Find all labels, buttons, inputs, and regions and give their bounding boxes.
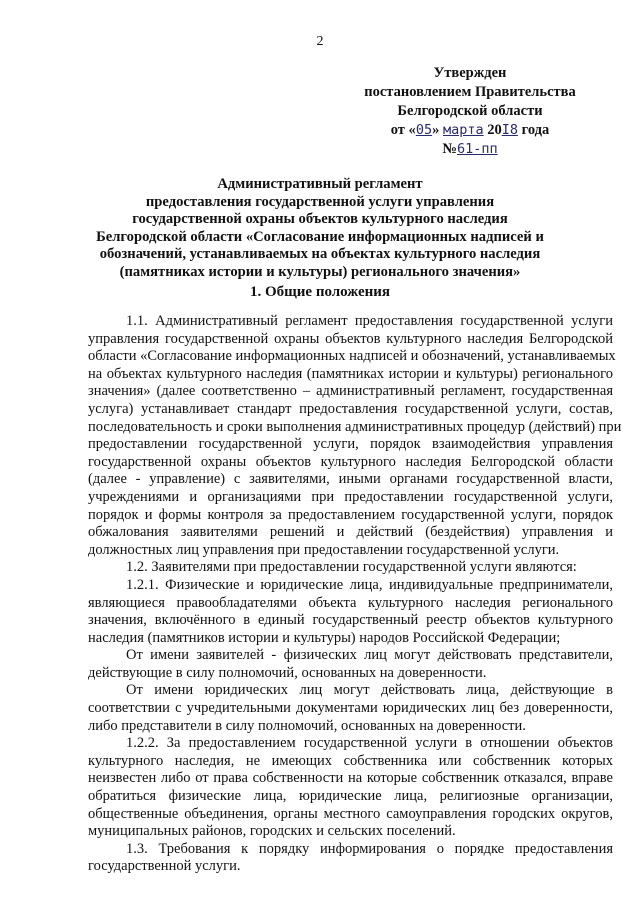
date-quote-close: » [432, 122, 440, 138]
body-line: порядок и формы контроля за предоставлением государственной услуги, порядок [88, 506, 613, 523]
title-line: предоставления государственной услуги управления [145, 193, 495, 210]
body-line: От имени юридических лиц могут действовать лица, действующие в [126, 682, 613, 699]
approval-block [360, 64, 580, 159]
body-line: 1.1. Административный регламент предоставления государственной услуги [126, 313, 613, 329]
body-line: муниципальных районов, городских и сельских поселений. [88, 823, 456, 840]
body-line: 1.3. Требования к порядку информирования о порядке предоставления [126, 840, 613, 857]
body-line: государственной услуги. [88, 858, 241, 875]
body-line: От имени заявителей - физических лиц могут действовать представители, [126, 647, 613, 664]
body-line: соответствии с учредительными документами юридических лиц без доверенности, [88, 700, 613, 717]
body-line: действующие в силу полномочий, основанных на доверенности. [88, 664, 487, 681]
page-number: 2 [316, 34, 324, 49]
title-line: государственной охраны объектов культурного наследия [132, 211, 508, 228]
section-heading: 1. Общие положения [249, 284, 391, 300]
title-line: Административный регламент [217, 176, 423, 192]
body-line: являющиеся правообладателями объекта культурного наследия регионального [88, 594, 613, 611]
title-line: Белгородской области «Согласование информационных надписей и [96, 228, 544, 245]
date-month: марта [442, 122, 484, 138]
body-line: значения, включённого в единый государственный реестр объектов культурного [88, 612, 613, 629]
approval-number [360, 140, 580, 159]
body-line: управления государственной охраны объектов культурного наследия Белгородской [88, 330, 613, 347]
date-day: 05 [415, 122, 433, 138]
title-line: (памятниках истории и культуры) регионального значения» [119, 263, 521, 280]
body-line: государственной охраны объектов культурного наследия Белгородской области [88, 453, 613, 470]
approval-resolution: постановлением Правительства [364, 84, 576, 100]
approval-approved: Утвержден [433, 65, 507, 81]
date-year-word: года [521, 122, 550, 138]
body-line: культурного наследия, не имеющих собственника или собственник которых [88, 752, 613, 769]
title-line: обозначений, устанавливаемых на объектах культурного наследия [99, 246, 541, 263]
body-line: учреждениями и организациями при предоставлении государственной услуги, [88, 488, 613, 505]
body-text [88, 313, 622, 876]
body-line: наследия (памятников истории и культуры) народов Российской Федерации; [88, 629, 561, 646]
body-line: либо представители в силу полномочий, основанных на доверенности. [88, 717, 526, 734]
body-line: услуга) устанавливает стандарт предоставления государственной услуги, состав, [88, 400, 613, 417]
document-number: 61-пп [456, 141, 498, 157]
body-line: значения» (далее соответственно – административный регламент, государственная [88, 383, 613, 400]
body-line: должностных лиц управления при предоставлении государственной услуги. [88, 541, 560, 558]
date-prefix: от « [390, 122, 416, 138]
regulation-title [50, 176, 590, 282]
body-line: (далее - управление) с заявителями, иными органами государственной власти, [88, 471, 613, 488]
body-line: 1.2.2. За предоставлением государственной услуги в отношении объектов [126, 735, 613, 752]
body-line: неизвестен либо от права собственности на которые собственник отказался, вправе [88, 770, 613, 787]
date-year-prefix: 20 [487, 122, 502, 138]
body-line: предоставлении государственной услуги, порядок взаимодействия управления [88, 436, 613, 453]
approval-date [360, 121, 580, 140]
date-year-suffix: I8 [501, 122, 518, 138]
body-line: обратиться физические лица, юридические лица, религиозные организации, [88, 788, 613, 805]
body-line: обжалования заявителями решений и действий (бездействия) управления и [88, 524, 613, 541]
body-line: области «Согласование информационных надписей и обозначений, устанавливаемых [88, 348, 616, 365]
approval-region: Белгородской области [397, 103, 543, 119]
body-line: 1.2.1. Физические и юридические лица, индивидуальные предприниматели, [126, 576, 613, 593]
body-line: 1.2. Заявителями при предоставлении государственной услуги являются: [126, 559, 577, 576]
body-line: последовательность и сроки выполнения административных процедур (действий) при [88, 418, 622, 435]
body-line: общественные объединения, органы местного самоуправления городских округов, [88, 805, 613, 822]
body-line: на объектах культурного наследия (памятниках истории и культуры) регионального [88, 365, 613, 382]
number-sign: № [442, 141, 457, 157]
